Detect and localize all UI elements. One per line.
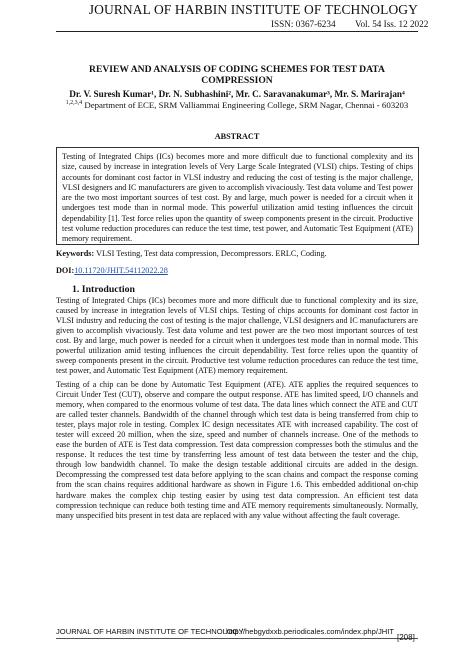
volume-issue: Vol. 54 Iss. 12 2022 (355, 19, 429, 29)
doi (56, 266, 168, 275)
paper-title: REVIEW AND ANALYSIS OF CODING SCHEMES FOR TEST DATA COMPRESSION (89, 64, 385, 86)
header-rule (56, 31, 418, 32)
footer-url[interactable]: http://hebgydxxb.periodicales.com/index.php/JHIT (226, 627, 394, 636)
affiliation-superscripts: 1,2,3,4 (65, 100, 83, 107)
abstract-text: Testing of Integrated Chips (ICs) becomes more and more difficult due to functional complexity and its size, caused by increase in integration levels of Very Large Scale Integrated (VLSI) chips. Testing of chips accounts for dominant cost factor in VLSI industry and reducing the cost of testing is the major challenge, VLSI designers and IC manufacturers are given to accomplish vivaciously. Test data volume and Test power are the two most important sources of test cost. By and large, much power is needed for a circuit when it undergoes test mode than in normal mode. This powerful utilization amid testing influences the circuit dependability [1]. Test force relies upon the quantity of sweep components present in the circuit. Productive test volume reduction procedures can reduce the test time, test power, and Automatic Test Equipment (ATE) memory requirement. (62, 152, 413, 244)
doi-link[interactable]: 10.11720/JHIT.54112022.28 (74, 266, 168, 275)
affiliation-text: Department of ECE, SRM Valliammai Engineering College, SRM Nagar, Chennai - 603203 (84, 100, 409, 110)
authors: Dr. V. Suresh Kumar¹, Dr. N. Subhashini², Mr. C. Saravanakumar³, Mr. S. Marirajan⁴ (69, 89, 405, 99)
abstract-box (56, 147, 419, 245)
intro-paragraph-2: Testing of a chip can be done by Automatic Test Equipment (ATE). ATE applies the required sequences to Circuit Under Test (CUT), observe and compare the output response. ATE has limited speed, I/O channels and memory, when compared to the enormous volume of test data. The data lines which connect the ATE and CUT are called tester channels. Bandwidth of the channel through which test data is being transferred from chip to tester, plays major role in testing. Complex IC design necessitates ATE with increased capability. The cost of tester will exceed 20 million, when the size, speed and number of channels increase. One of the methods to ease the burden of ATE is Test data compression. Test data compression compresses both the stimulus and the response. It reduces the test time by transferring less amount of test data between the tester and the chip, through low bandwidth channel. To make the design testable additional circuits are added in the design. Decompressing the compressed test data before applying to the scan chains and compact the response coming from the scan chains requires additional hardware as shown in Figure 1.6. This embedded additional on-chip hardware makes the complex chip testing easier by using test data compression. An efficient test data compression technique can reduce both testing time and ATE memory requirements simultaneously. Normally, many unspecified bits present in test data are replaced with any value without affecting the fault coverage. (56, 380, 418, 520)
issn: ISSN: 0367-6234 (271, 19, 336, 29)
keywords (56, 249, 418, 258)
keywords-text: VLSI Testing, Test data compression, Decompressors. ERLC, Coding. (96, 249, 327, 258)
abstract-heading: ABSTRACT (214, 132, 260, 141)
keywords-label: Keywords: (56, 249, 95, 258)
section-heading-introduction: 1. Introduction (72, 284, 135, 295)
footer-rule (56, 638, 418, 639)
page-number: [208] (397, 633, 415, 642)
affiliation (56, 100, 418, 110)
footer-journal: JOURNAL OF HARBIN INSTITUTE OF TECHNOLOGY (56, 627, 244, 636)
doi-label: DOI: (56, 266, 75, 275)
intro-paragraph-1: Testing of Integrated Chips (ICs) becomes more and more difficult due to functional complexity and its size, caused by increase in integration levels of VLSI chips. Testing of chips accounts for dominant cost factor in VLSI industry and reducing the cost of testing is the major challenge, VLSI designers and IC manufacturers are given to accomplish vivaciously. Test data volume and test power are the two most important sources of test cost. By and large, much power is needed for a circuit when it undergoes test mode than in normal mode. This powerful utilization amid testing influences the circuit dependability. Test force relies upon the quantity of sweep components present in the circuit. Productive test volume reduction procedures can reduce the test time, test power, and Automatic Test Equipment (ATE) memory requirement. (56, 296, 418, 376)
journal-name: JOURNAL OF HARBIN INSTITUTE OF TECHNOLOGY (88, 2, 418, 17)
